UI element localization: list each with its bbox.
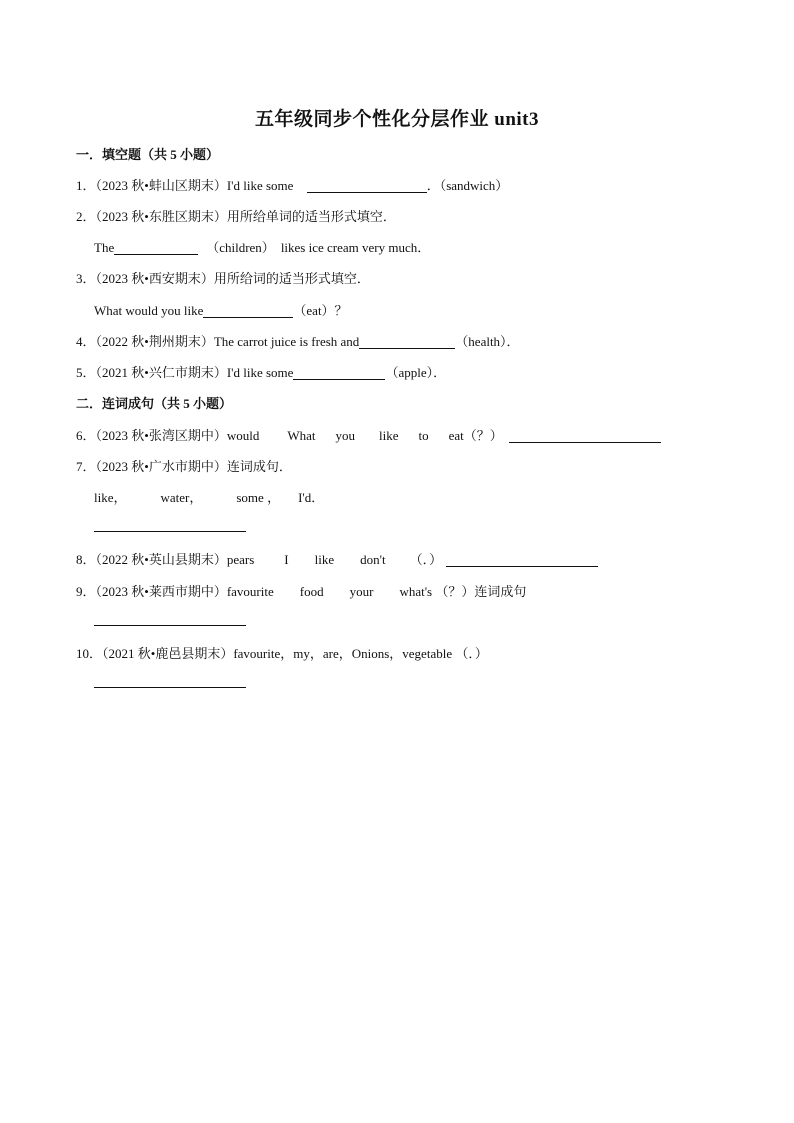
question-9	[76, 581, 526, 600]
answer-blank[interactable]	[509, 428, 661, 443]
question-number: 8．	[76, 552, 96, 567]
question-7-words	[94, 487, 324, 506]
word: like，	[94, 490, 127, 505]
word: eat（？）	[448, 428, 503, 443]
answer-blank[interactable]	[203, 303, 293, 318]
question-1	[76, 175, 508, 194]
question-source: （2021 秋•兴仁市期末）	[95, 365, 227, 380]
question-number: 3．	[76, 271, 96, 286]
question-source: （2023 秋•蚌山区期末）	[95, 178, 227, 193]
word-hint: （eat）？	[293, 303, 348, 318]
question-hint: （apple）．	[385, 365, 447, 380]
question-3	[76, 268, 370, 287]
question-text: The carrot juice is fresh and	[213, 334, 360, 349]
question-source: （2022 秋•英山县期末）	[95, 552, 227, 567]
sentence-part: What would you like	[94, 303, 204, 318]
word: water，	[160, 490, 203, 505]
question-7	[76, 456, 292, 475]
word: what's （？）连词成句	[399, 584, 527, 599]
question-number: 7．	[76, 459, 96, 474]
word: don't	[360, 552, 386, 567]
question-2-sentence	[94, 237, 430, 256]
word-hint: （children）	[206, 240, 275, 255]
question-source: （2023 秋•东胜区期末）	[95, 209, 227, 224]
word: to	[418, 428, 429, 443]
word: your	[349, 584, 374, 599]
word: favourite	[226, 584, 274, 599]
question-6	[76, 425, 661, 444]
question-number: 9．	[76, 584, 96, 599]
word: I	[284, 552, 289, 567]
answer-blank[interactable]	[446, 552, 598, 567]
word: What	[287, 428, 316, 443]
question-number: 2．	[76, 209, 96, 224]
question-2	[76, 206, 396, 225]
answer-line[interactable]	[94, 531, 246, 532]
question-source: （2023 秋•西安期末）	[95, 271, 214, 286]
question-text: I'd like some	[226, 365, 294, 380]
word: （．）	[409, 552, 443, 567]
question-5	[76, 362, 446, 381]
question-3-sentence	[94, 300, 348, 319]
section-heading-word-order: 二．连词成句（共 5 小题）	[76, 396, 233, 411]
sentence-part: likes ice cream very much．	[280, 240, 431, 255]
question-text: I'd like some	[226, 178, 294, 193]
sentence-part: The	[94, 240, 115, 255]
question-8	[76, 549, 598, 568]
question-text: 连词成句．	[226, 459, 292, 474]
question-hint: ．（sandwich）	[426, 178, 509, 193]
answer-line[interactable]	[94, 687, 246, 688]
question-text: 用所给词的适当形式填空．	[213, 271, 370, 286]
answer-blank[interactable]	[307, 178, 427, 193]
question-source: （2021 秋•鹿邑县期末）	[102, 646, 234, 661]
question-source: （2023 秋•广水市期中）	[95, 459, 227, 474]
question-number: 5．	[76, 365, 96, 380]
word: you	[335, 428, 355, 443]
question-hint: （health）．	[455, 334, 520, 349]
answer-blank[interactable]	[293, 365, 385, 380]
section-heading-fill-blank: 一．填空题（共 5 小题）	[76, 147, 220, 162]
question-source: （2022 秋•荆州期末）	[95, 334, 214, 349]
word: food	[299, 584, 324, 599]
question-number: 6．	[76, 428, 96, 443]
word: some ，	[236, 490, 281, 505]
word: like	[314, 552, 335, 567]
word: like	[378, 428, 399, 443]
word: would	[226, 428, 260, 443]
question-text: favourite，my，are，Onions，vegetable （．）	[233, 646, 488, 661]
question-10	[76, 643, 488, 662]
word: pears	[226, 552, 255, 567]
question-number: 10．	[76, 646, 103, 661]
question-4	[76, 331, 520, 350]
question-number: 1．	[76, 178, 96, 193]
answer-blank[interactable]	[114, 240, 198, 255]
question-source: （2023 秋•莱西市期中）	[95, 584, 227, 599]
word: I'd．	[298, 490, 325, 505]
answer-blank[interactable]	[359, 334, 455, 349]
question-source: （2023 秋•张湾区期中）	[95, 428, 227, 443]
question-number: 4．	[76, 334, 96, 349]
question-text: 用所给单词的适当形式填空．	[226, 209, 396, 224]
answer-line[interactable]	[94, 625, 246, 626]
page-title: 五年级同步个性化分层作业 unit3	[255, 109, 539, 130]
